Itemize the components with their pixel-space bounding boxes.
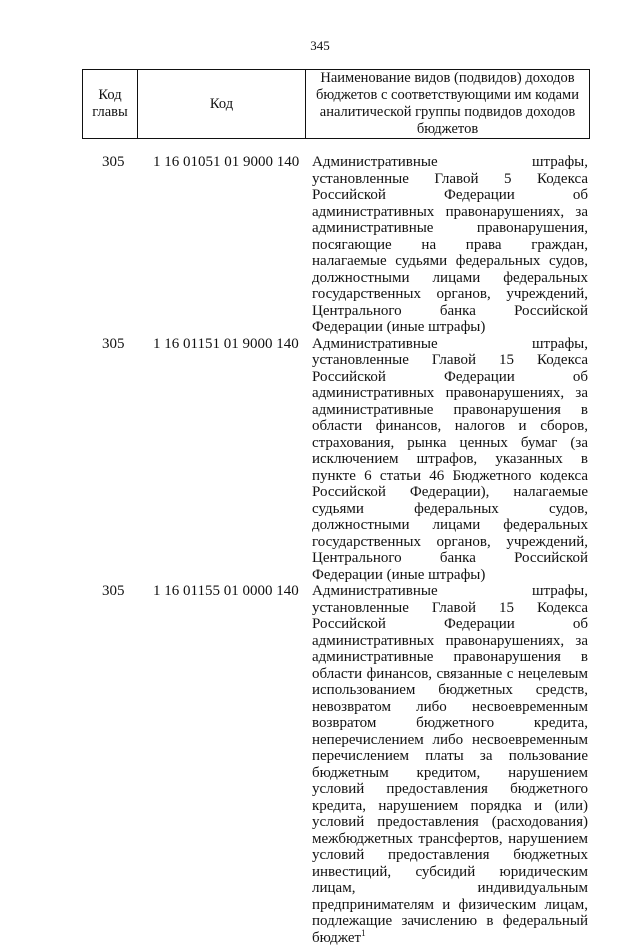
revenue-description: Административные штрафы, установленные Главой 15 Кодекса Российской Федерации об административных правонарушениях, за административные правонарушения в области финансов, налогов и сборов, страхования, рынка ценных бумаг (за исключением штрафов, указанных в пункте 6 статьи 46 Бюджетного кодекса Российской Федерации), налагаемые судьями федеральных судов, должностными лицами федеральных государственных органов, учреждений, Центрального банка Российской Федерации (иные штрафы) (312, 335, 588, 583)
chapter-code: 305 (102, 154, 125, 170)
revenue-name-header: Наименование видов (подвидов) доходов бюджетов с соответствующими им кодами аналитической группы подвидов доходов бюджетов (306, 70, 590, 139)
revenue-description: Административные штрафы, установленные Главой 15 Кодекса Российской Федерации об административных правонарушениях, за административные правонарушения в области финансов, связанные с нецелевым использованием бюджетных средств, невозвратом либо несвоевременным возвратом бюджетного кредита, неперечислением либо несвоевременным перечислением платы за пользование бюджетным кредитом, нарушением условий предоставления бюджетного кредита, нарушением порядка и (или) условий предоставления (расходования) межбюджетных трансфертов, нарушением условий предоставления бюджетных инвестиций, субсидий юридическим лицам, индивидуальным предпринимателям и физическим лицам, подлежащие зачислению в федеральный бюджет$^1$ (312, 583, 588, 946)
revenue-description: Административные штрафы, установленные Главой 5 Кодекса Российской Федерации об административных правонарушениях, за административные правонарушения, посягающие на права граждан, налагаемые судьями федеральных судов, должностными лицами федеральных государственных органов, учреждений, Центрального банка Российской Федерации (иные штрафы) (312, 154, 588, 335)
revenue-code: 1 16 01155 01 0000 140 (153, 583, 299, 599)
chapter-code: 305 (102, 583, 125, 599)
page-number: 345 (310, 38, 330, 53)
revenue-rows (0, 154, 640, 946)
revenue-code: 1 16 01151 01 9000 140 (153, 335, 299, 352)
chapter-code: 305 (102, 335, 125, 352)
revenue-code: 1 16 01051 01 9000 140 (153, 154, 300, 170)
table-header (82, 69, 590, 139)
table-row (0, 154, 640, 336)
footnote-marker: 1 (361, 927, 366, 938)
table-row (0, 336, 640, 584)
table-row (0, 583, 640, 946)
code-header: Код (138, 70, 306, 139)
chapter-code-header: Код главы (83, 70, 138, 139)
